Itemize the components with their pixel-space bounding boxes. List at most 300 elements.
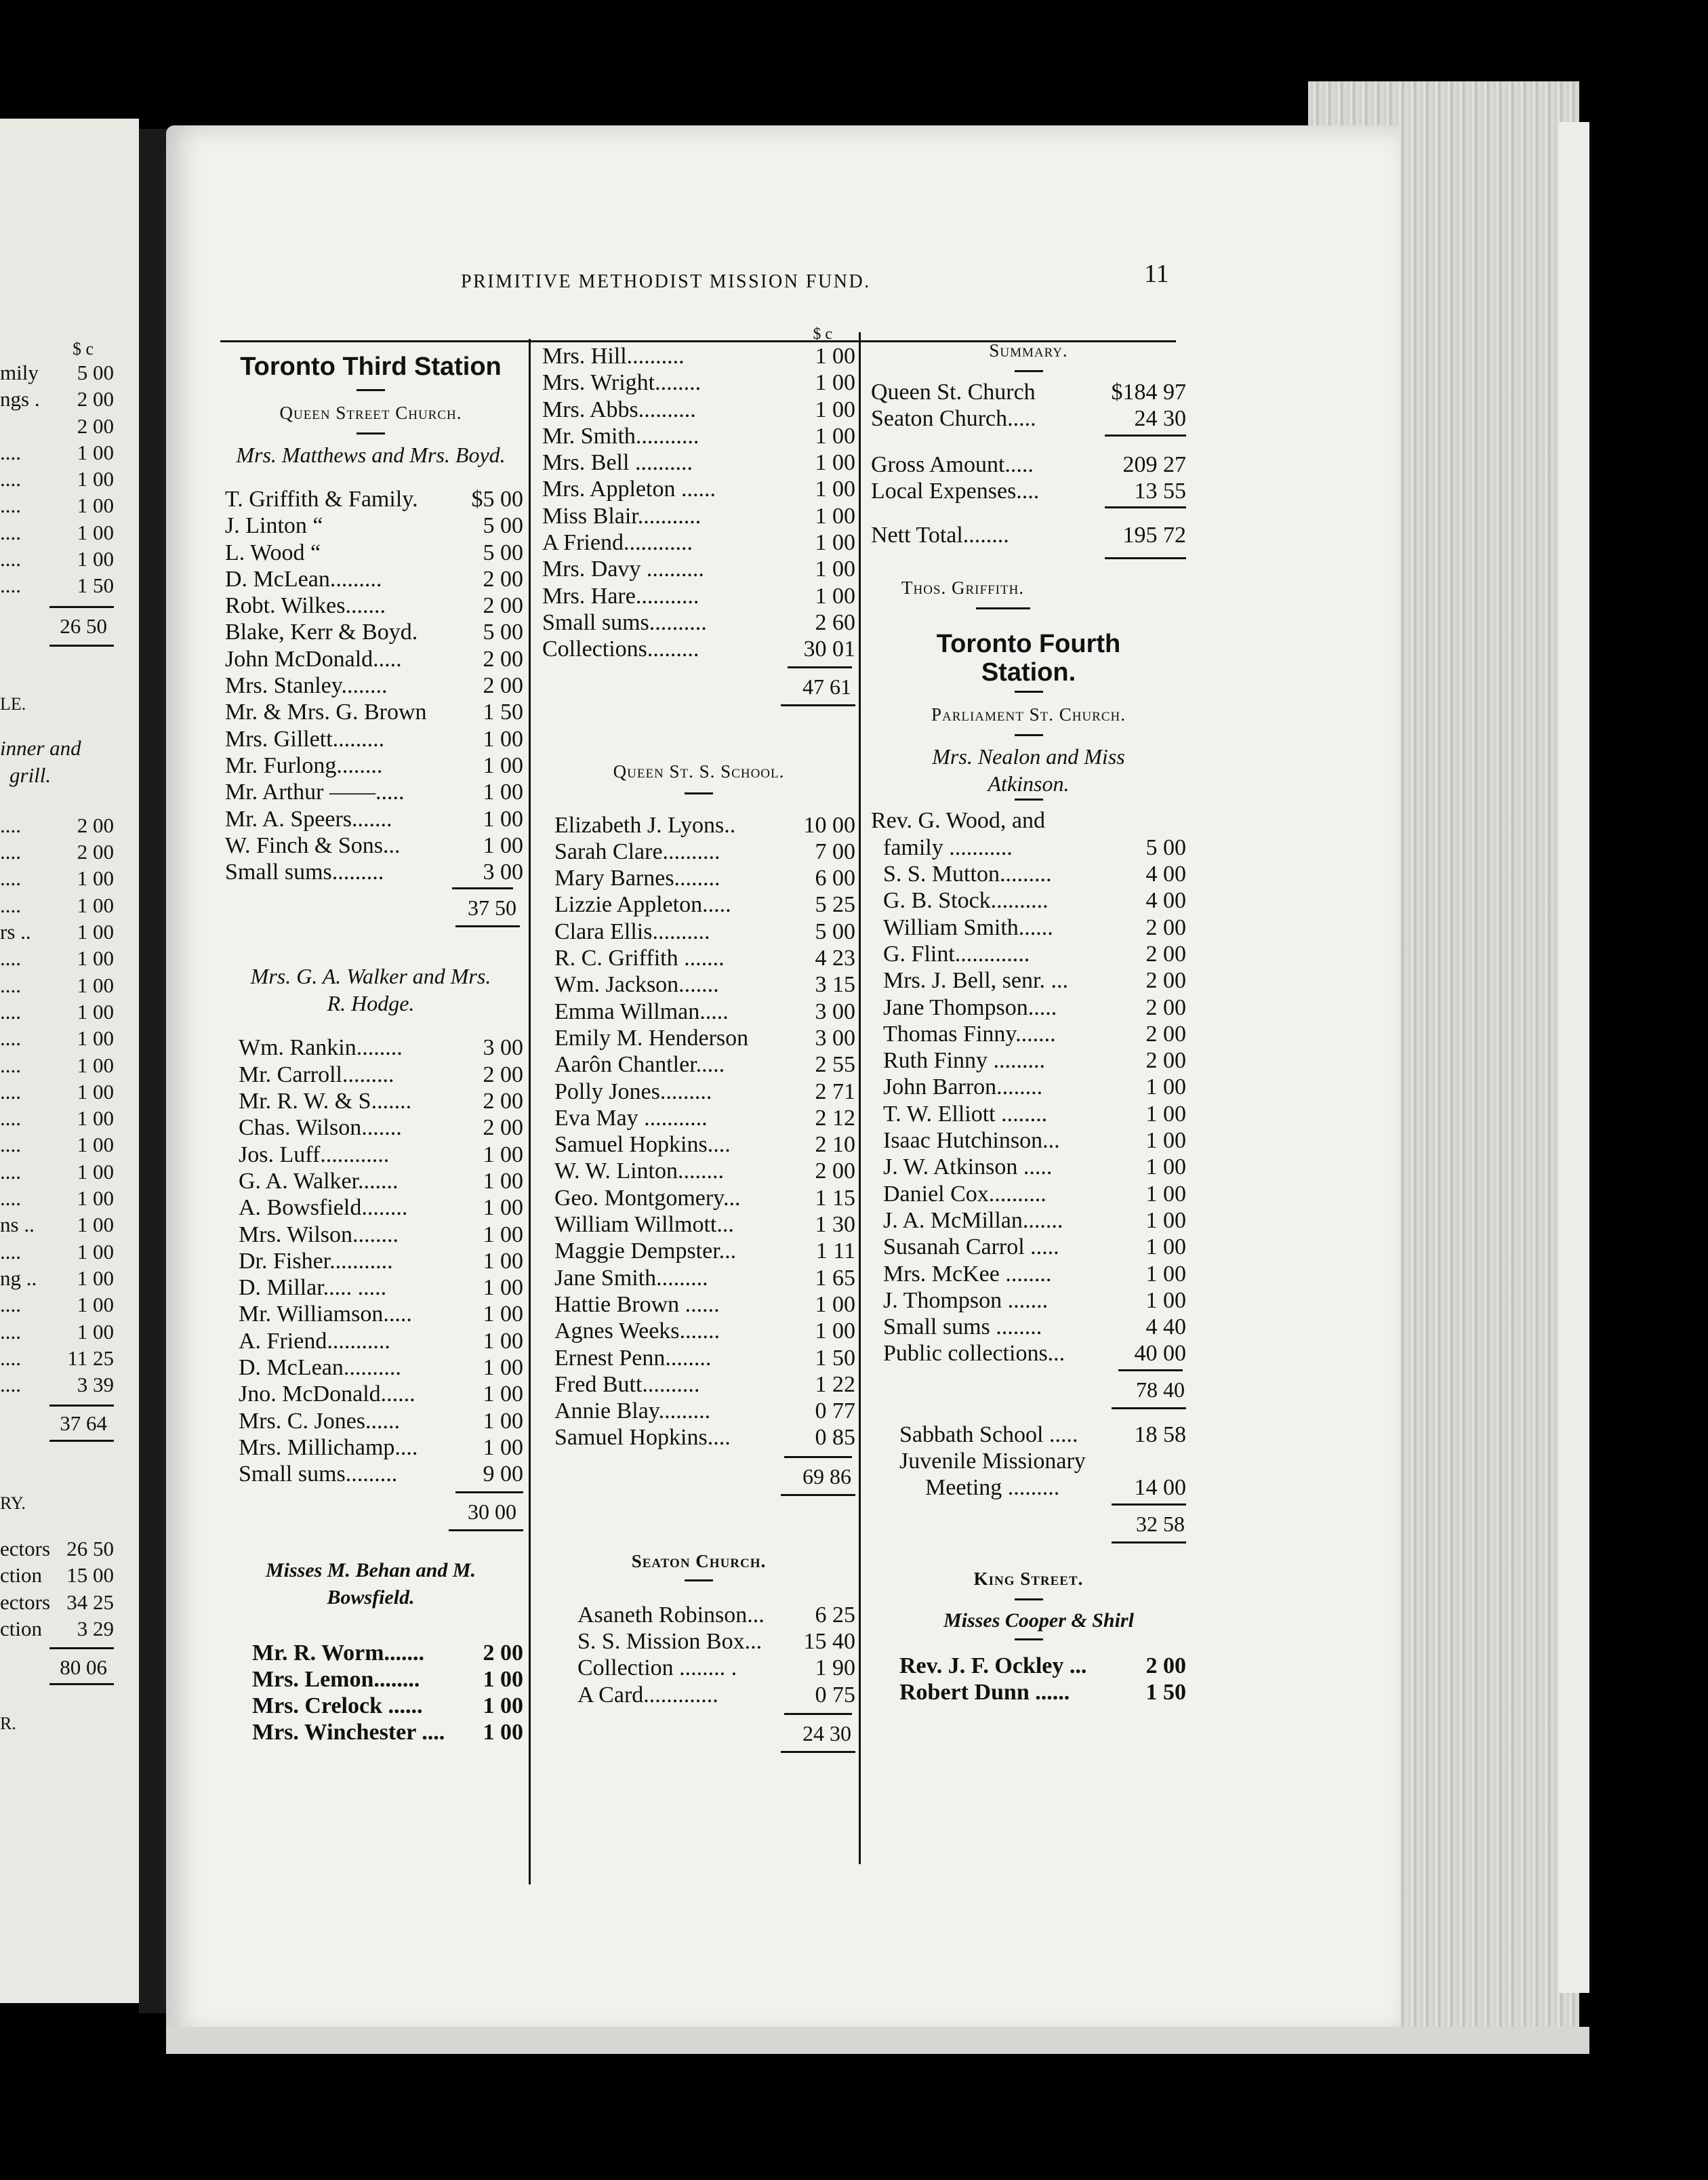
contribution-row (542, 556, 855, 582)
left-fragment-row (0, 492, 114, 519)
contribution-row (239, 1034, 523, 1061)
entry-amount: 2 00 (483, 593, 523, 619)
entry-amount: 1 15 (815, 1185, 855, 1211)
entry-name: Maggie Dempster... (554, 1238, 737, 1264)
entry-name: .... (0, 999, 21, 1024)
entry-name: Mr. Carroll......... (239, 1062, 394, 1087)
entry-amount: 1 00 (1145, 1234, 1186, 1260)
entry-name: Emma Willman..... (554, 998, 729, 1024)
col3-total-1: 78 40 (1136, 1377, 1185, 1402)
entry-amount: 1 11 (815, 1238, 855, 1264)
entry-amount: 1 00 (1145, 1074, 1186, 1100)
rev-wood-line: Rev. G. Wood, and (871, 808, 1045, 834)
contribution-row (554, 865, 855, 891)
entry-name: .... (0, 1293, 21, 1317)
contribution-row (883, 1074, 1186, 1100)
contribution-row (883, 1340, 1186, 1367)
contribution-row (554, 1318, 855, 1344)
entry-amount: 1 00 (1145, 1207, 1186, 1233)
contribution-row (239, 1328, 523, 1354)
entry-amount: 1 00 (1145, 1181, 1186, 1207)
entry-amount: 0 77 (815, 1398, 855, 1424)
entry-amount: 1 00 (77, 893, 114, 917)
entry-name: Daniel Cox.......... (883, 1181, 1046, 1207)
entry-amount: 10 00 (803, 812, 855, 838)
entry-name: Small sums.......... (542, 609, 707, 635)
entry-name: Blake, Kerr & Boyd. (225, 620, 418, 645)
left-fragment-row (0, 1052, 114, 1078)
entry-name: John McDonald..... (225, 646, 402, 672)
left-fragment-row (0, 892, 114, 919)
entry-amount: 2 00 (483, 1115, 523, 1141)
contribution-row (554, 1078, 855, 1105)
entry-amount: 3 15 (815, 972, 855, 998)
entry-amount: 2 60 (815, 609, 855, 635)
entry-name: Mrs. McKee ........ (883, 1261, 1052, 1287)
contribution-row (883, 1261, 1186, 1287)
left-fragment-row (0, 812, 114, 839)
entry-amount: 1 00 (815, 503, 855, 529)
summary-heading: Summary. (989, 340, 1068, 361)
entry-amount: 1 00 (77, 1319, 114, 1344)
contribution-row (252, 1693, 523, 1719)
left-italic-1: inner and (0, 736, 81, 761)
entry-amount: 1 00 (77, 1159, 114, 1184)
entry-name: J. A. McMillan....... (883, 1207, 1063, 1233)
entry-name: mily (0, 361, 39, 384)
entry-amount: 2 00 (77, 413, 114, 438)
contribution-row (225, 752, 523, 779)
left-fragment-row (0, 1291, 114, 1318)
entry-amount: 1 00 (483, 832, 523, 858)
left-fragment-row (0, 1535, 114, 1562)
entry-name: .... (0, 1079, 21, 1104)
entry-amount: $184 97 (1111, 380, 1186, 405)
contribution-row (225, 699, 523, 725)
entry-name: G. A. Walker....... (239, 1168, 399, 1194)
entry-amount: 2 00 (483, 1089, 523, 1114)
entry-amount: 2 00 (77, 840, 114, 864)
entry-name: S. S. Mutton......... (883, 862, 1052, 887)
entry-name: Ernest Penn........ (554, 1345, 712, 1371)
entry-name: .... (0, 573, 21, 598)
left-fragment-row (0, 972, 114, 998)
entry-name: G. B. Stock.......... (883, 888, 1049, 914)
contribution-row (252, 1640, 523, 1666)
entry-amount: 1 00 (77, 1106, 114, 1131)
contribution-row (542, 529, 855, 556)
contribution-row (554, 1398, 855, 1424)
entry-amount: 6 25 (815, 1602, 855, 1628)
entry-amount: 2 00 (1145, 1653, 1186, 1678)
collectors-nealon-atkinson: Mrs. Nealon and Miss Atkinson. (932, 744, 1125, 796)
left-fragment-row (0, 359, 114, 386)
entry-amount: 2 00 (77, 813, 114, 837)
entry-name: Mrs. Crelock ...... (252, 1693, 423, 1719)
contribution-row (225, 619, 523, 645)
contribution-row (577, 1602, 855, 1628)
sabbath-school-row: Sabbath School ..... 18 58 (899, 1421, 1186, 1447)
left-fragment-row (0, 1131, 114, 1158)
entry-name: Mr. Williamson..... (239, 1301, 412, 1327)
entry-name: Mrs. Appleton ...... (542, 477, 716, 502)
summary-signature: Thos. Griffith. (901, 578, 1025, 599)
left-fragment-row (0, 1211, 114, 1238)
entry-amount: 5 25 (815, 892, 855, 918)
contribution-row (899, 1679, 1186, 1705)
juvenile-row-2: Meeting ......... 14 00 (925, 1475, 1186, 1501)
entry-name: Annie Blay......... (554, 1398, 711, 1424)
contribution-row (542, 343, 855, 369)
contribution-row (239, 1088, 523, 1114)
left-heading-ry: RY. (0, 1493, 26, 1513)
entry-amount: 1 00 (77, 467, 114, 491)
entry-amount: 2 00 (1145, 994, 1186, 1020)
entry-name: Collections......... (542, 637, 699, 662)
column-rule-1 (529, 339, 531, 1884)
contribution-row (225, 726, 523, 752)
contribution-row (883, 861, 1186, 887)
contribution-row (554, 891, 855, 918)
page-number: 11 (1144, 260, 1169, 288)
contribution-row (239, 1434, 523, 1461)
contribution-row (239, 1274, 523, 1301)
entry-amount: 1 00 (1145, 1128, 1186, 1154)
contribution-row (554, 1051, 855, 1078)
entry-amount: 1 00 (815, 583, 855, 609)
entry-amount: 3 00 (483, 860, 523, 885)
entry-name: S. S. Mission Box... (577, 1628, 762, 1654)
bottom-edge (166, 2027, 1589, 2054)
entry-name: Lizzie Appleton..... (554, 892, 731, 918)
contribution-row (883, 1287, 1186, 1314)
entry-amount: 1 00 (77, 1133, 114, 1157)
entry-name: Mrs. Bell .......... (542, 450, 693, 476)
entry-name: Chas. Wilson....... (239, 1115, 402, 1141)
church-heading-parliament: Parliament St. Church. (931, 704, 1126, 725)
entry-amount: 9 00 (483, 1461, 523, 1487)
entry-name: Mrs. Hare........... (542, 583, 699, 609)
left-fragment-row (0, 1615, 114, 1642)
left-fragment-row (0, 1078, 114, 1105)
contribution-row (542, 503, 855, 529)
contribution-row (239, 1408, 523, 1434)
contribution-row (554, 1291, 855, 1318)
entry-amount: 1 00 (77, 1213, 114, 1237)
contribution-row (554, 1371, 855, 1398)
contribution-row (554, 1345, 855, 1371)
entry-name: .... (0, 440, 21, 464)
contribution-row (225, 540, 523, 566)
entry-amount: 1 00 (815, 370, 855, 396)
entry-name: Elizabeth J. Lyons.. (554, 812, 736, 838)
entry-name: ction (0, 1563, 42, 1588)
left-fragment-row (0, 1318, 114, 1345)
entry-amount: 1 00 (77, 440, 114, 464)
entry-name: Thomas Finny....... (883, 1021, 1056, 1047)
entry-name: Samuel Hopkins.... (554, 1425, 731, 1451)
entry-amount: 1 30 (815, 1212, 855, 1238)
contribution-row (239, 1194, 523, 1221)
contribution-row (239, 1168, 523, 1194)
entry-name: L. Wood “ (225, 540, 321, 565)
entry-name: ectors (0, 1536, 51, 1560)
column-3 (871, 336, 1186, 1705)
entry-name: Mrs. Lemon........ (252, 1666, 420, 1692)
entry-amount: 2 00 (1145, 968, 1186, 994)
left-heading-r: R. (0, 1714, 16, 1734)
contribution-row (542, 583, 855, 609)
entry-name: Wm. Jackson....... (554, 972, 719, 998)
left-fragment-row (0, 466, 114, 492)
contribution-row (883, 887, 1186, 914)
entry-amount: 1 00 (483, 1142, 523, 1167)
entry-amount: 1 00 (1145, 1287, 1186, 1313)
entry-amount: 1 00 (77, 1266, 114, 1290)
entry-amount: 1 00 (1145, 1101, 1186, 1127)
contribution-row (883, 914, 1186, 941)
entry-name: Seaton Church..... (871, 406, 1036, 432)
left-italic-2: grill. (9, 763, 52, 787)
entry-amount: 2 71 (815, 1078, 855, 1104)
entry-amount: 3 00 (815, 1025, 855, 1051)
contribution-row (225, 672, 523, 699)
entry-name: Mrs. J. Bell, senr. ... (883, 968, 1068, 994)
entry-name: Mr. Furlong........ (225, 752, 383, 778)
entry-name: .... (0, 840, 21, 864)
entry-amount: 4 00 (1145, 862, 1186, 887)
entry-amount: 2 00 (483, 566, 523, 592)
contribution-row (225, 566, 523, 592)
entry-name: ction (0, 1616, 42, 1640)
contribution-row (239, 1248, 523, 1274)
contribution-row (239, 1354, 523, 1381)
entry-name: Mrs. Abbs.......... (542, 397, 696, 422)
entry-amount: 1 00 (815, 423, 855, 449)
entry-amount: 1 00 (483, 1666, 523, 1692)
entry-name: T. W. Elliott ........ (883, 1101, 1048, 1127)
entry-name: .... (0, 467, 21, 491)
entry-name: John Barron........ (883, 1074, 1043, 1100)
entry-amount: 1 00 (77, 1293, 114, 1317)
collectors-walker-hodge: Mrs. G. A. Walker and Mrs. R. Hodge. (250, 964, 491, 1016)
left-fragment-row (0, 1562, 114, 1588)
entry-amount: 5 00 (483, 513, 523, 539)
left-fragment-row (0, 1238, 114, 1265)
contribution-row (883, 834, 1186, 861)
entry-name: W. Finch & Sons... (225, 832, 401, 858)
entry-amount: 15 00 (66, 1563, 114, 1588)
entry-name: Asaneth Robinson... (577, 1602, 765, 1628)
entry-amount: 1 00 (815, 557, 855, 582)
contribution-row (577, 1655, 855, 1681)
entry-name: Mrs. Hill.......... (542, 344, 685, 369)
contribution-row (554, 1158, 855, 1184)
entry-name: Clara Ellis.......... (554, 919, 710, 944)
entry-name: family ........... (883, 834, 1013, 860)
contribution-row (554, 945, 855, 971)
entry-name: .... (0, 973, 21, 997)
entry-amount: 1 00 (483, 1168, 523, 1194)
entry-amount: 1 00 (77, 493, 114, 518)
entry-amount: 0 75 (815, 1682, 855, 1708)
contribution-row (554, 919, 855, 945)
contribution-row (554, 1424, 855, 1451)
entry-name: R. C. Griffith ....... (554, 946, 725, 971)
col3-total-2: 32 58 (1136, 1511, 1185, 1536)
entry-amount: 1 50 (1145, 1679, 1186, 1705)
entry-name: Rev. J. F. Ockley ... (899, 1653, 1087, 1678)
entry-amount: 1 00 (77, 866, 114, 891)
back-board (1559, 122, 1589, 1993)
left-fragment-row (0, 546, 114, 572)
left-fragment-row (0, 1105, 114, 1131)
left-fragment-row (0, 1589, 114, 1615)
contribution-row (554, 1105, 855, 1131)
entry-name: .... (0, 520, 21, 544)
contribution-row (554, 971, 855, 998)
entry-amount: 1 00 (77, 520, 114, 544)
entry-name: A. Friend........... (239, 1328, 390, 1354)
entry-name: Geo. Montgomery... (554, 1185, 741, 1211)
entry-amount: 40 00 (1134, 1341, 1186, 1367)
entry-name: Mrs. Winchester .... (252, 1720, 445, 1745)
entry-amount: 1 00 (483, 1328, 523, 1354)
col1-total-2: 30 00 (468, 1499, 516, 1524)
entry-amount: 1 50 (483, 700, 523, 725)
entry-name: .... (0, 547, 21, 571)
entry-name: .... (0, 1026, 21, 1051)
contribution-row (554, 1238, 855, 1264)
entry-name: G. Flint............. (883, 941, 1030, 967)
entry-amount: 1 00 (77, 1053, 114, 1077)
entry-name: ngs . (0, 387, 40, 411)
entry-name: Small sums ........ (883, 1314, 1042, 1340)
entry-name: A Card............. (577, 1682, 718, 1708)
entry-name: ng .. (0, 1266, 37, 1290)
entry-amount: 1 00 (77, 1239, 114, 1264)
entry-name: .... (0, 1106, 21, 1131)
school-heading-queen-st: Queen St. S. School. (613, 761, 785, 782)
entry-amount: 2 00 (483, 646, 523, 672)
contribution-row (883, 1127, 1186, 1154)
column-2 (542, 325, 855, 1756)
contribution-row (899, 1653, 1186, 1679)
entry-name: .... (0, 1346, 21, 1370)
entry-name: Eva May ........... (554, 1105, 708, 1131)
contribution-row (542, 449, 855, 476)
entry-name: Mr. Smith........... (542, 423, 699, 449)
left-heading-le: LE. (0, 693, 26, 714)
entry-amount: 5 00 (483, 540, 523, 565)
entry-name: Mr. & Mrs. G. Brown (225, 700, 427, 725)
entry-amount: 1 00 (815, 1291, 855, 1317)
entry-name: rs .. (0, 920, 31, 944)
church-heading-queen-street: Queen Street Church. (279, 403, 462, 423)
entry-amount: 1 00 (483, 1222, 523, 1247)
contribution-row (225, 486, 523, 512)
contribution-row (542, 423, 855, 449)
nett-total-row: Nett Total........ 195 72 (871, 523, 1186, 548)
entry-amount: 1 00 (483, 752, 523, 778)
entry-name: Mrs. Millichamp.... (239, 1434, 418, 1460)
juvenile-row-1: Juvenile Missionary (899, 1449, 1086, 1474)
entry-amount: 11 25 (67, 1346, 114, 1370)
entry-amount: 1 00 (483, 1408, 523, 1434)
contribution-row (225, 512, 523, 539)
summary-row (871, 379, 1186, 405)
left-fragment-row (0, 1265, 114, 1291)
entry-amount: 1 00 (483, 1355, 523, 1381)
contribution-row (883, 1234, 1186, 1260)
left-fragment-row (0, 865, 114, 891)
entry-amount: 1 00 (815, 397, 855, 422)
entry-name: Gross Amount..... (871, 451, 1034, 477)
entry-amount: 2 00 (77, 387, 114, 411)
entry-name: Aarôn Chantler..... (554, 1052, 725, 1078)
entry-amount: 1 00 (1145, 1261, 1186, 1287)
entry-name: William Smith...... (883, 914, 1053, 940)
entry-name: Mr. R. W. & S....... (239, 1089, 412, 1114)
entry-amount: 3 29 (77, 1616, 114, 1640)
left-fragment-row (0, 386, 114, 412)
entry-amount: 1 65 (815, 1265, 855, 1291)
entry-name: Mrs. Stanley........ (225, 673, 388, 699)
entry-name: .... (0, 946, 21, 971)
contribution-row (542, 369, 855, 396)
entry-name: .... (0, 1319, 21, 1344)
contribution-row (239, 1222, 523, 1248)
left-fragment-row (0, 945, 114, 971)
entry-amount: $5 00 (471, 487, 523, 512)
entry-name: Robt. Wilkes....... (225, 593, 386, 619)
left-fragment-row (0, 1345, 114, 1371)
entry-amount: 1 00 (483, 1693, 523, 1719)
entry-name: D. McLean.......... (239, 1355, 401, 1381)
entry-amount: 1 00 (483, 1381, 523, 1407)
entry-amount: 1 00 (483, 1301, 523, 1327)
entry-amount: 1 00 (77, 1026, 114, 1051)
entry-name: Mr. R. Worm....... (252, 1640, 425, 1666)
contribution-row (239, 1114, 523, 1141)
entry-name: .... (0, 1053, 21, 1077)
entry-amount: 1 00 (815, 477, 855, 502)
entry-amount: 1 00 (483, 1720, 523, 1745)
entry-name: Small sums......... (239, 1461, 398, 1487)
collectors-cooper: Misses Cooper & Shirl (943, 1609, 1134, 1632)
contribution-row (225, 859, 523, 885)
contribution-row (554, 998, 855, 1025)
col2-total-3: 24 30 (802, 1720, 851, 1745)
entry-amount: 2 00 (1145, 1048, 1186, 1074)
entry-amount: 1 00 (77, 946, 114, 971)
contribution-row (225, 646, 523, 672)
left-fragment-row (0, 572, 114, 599)
contribution-row (883, 1047, 1186, 1074)
entry-amount: 1 90 (815, 1655, 855, 1681)
entry-name: Jno. McDonald...... (239, 1381, 415, 1407)
contribution-row (883, 967, 1186, 994)
entry-name: .... (0, 1373, 21, 1397)
station-heading-fourth: Toronto Fourth Station. (936, 630, 1121, 687)
entry-amount: 209 27 (1122, 451, 1186, 477)
entry-name: .... (0, 813, 21, 837)
entry-name: Jane Thompson..... (883, 994, 1057, 1020)
entry-name: Miss Blair........... (542, 503, 702, 529)
entry-amount: 2 10 (815, 1132, 855, 1158)
entry-amount: 7 00 (815, 839, 855, 864)
left-fragment-row (0, 1158, 114, 1185)
